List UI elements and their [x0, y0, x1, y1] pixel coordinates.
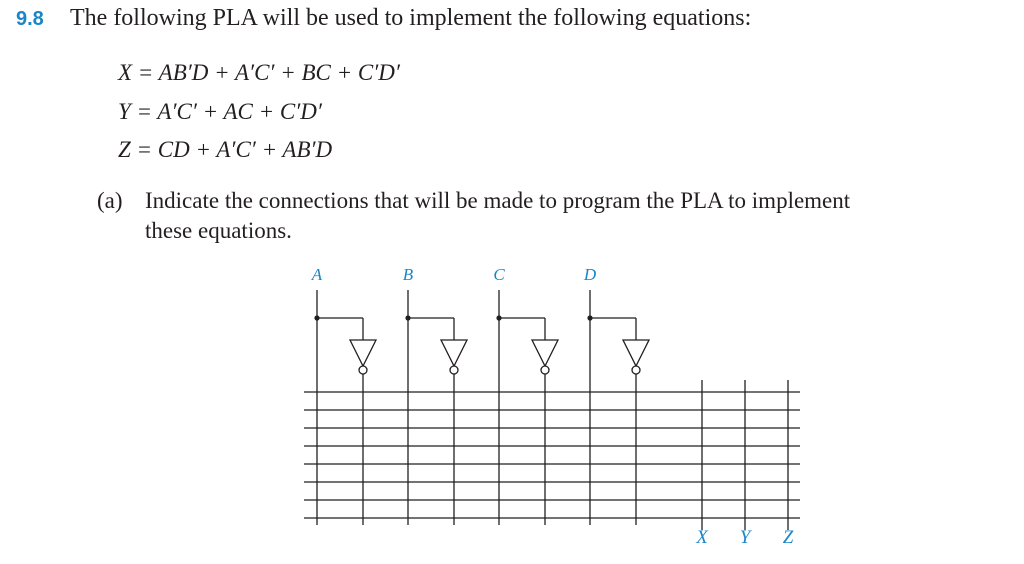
part-a-text-line2: these equations.	[145, 218, 292, 243]
input-label-a: A	[311, 265, 323, 284]
inverter-symbol	[441, 340, 467, 366]
equation-z: Z = CD + A′C′ + AB′D	[118, 137, 333, 162]
inverter-bubble	[359, 366, 367, 374]
part-a-text-line1: Indicate the connections that will be made to program the PLA to implement	[145, 188, 851, 213]
input-label-b: B	[402, 265, 414, 284]
problem-number: 9.8	[16, 8, 44, 30]
problem-statement: The following PLA will be used to implement the following equations:	[70, 5, 752, 31]
equation-y: Y = A′C′ + AC + C′D′	[118, 99, 322, 124]
inverter-bubble	[632, 366, 640, 374]
inverter-symbol	[350, 340, 376, 366]
output-label-x: X	[696, 527, 708, 548]
inverter-symbol	[532, 340, 558, 366]
inverter-symbol	[623, 340, 649, 366]
input-label-c: C	[493, 265, 505, 284]
inverter-bubble	[541, 366, 549, 374]
output-label-y: Y	[739, 527, 751, 548]
input-label-d: D	[583, 265, 597, 284]
output-label-z: Z	[782, 527, 794, 548]
part-a-label: (a)	[97, 188, 123, 213]
equation-x: X = AB′D + A′C′ + BC + C′D′	[118, 60, 400, 85]
inverter-bubble	[450, 366, 458, 374]
